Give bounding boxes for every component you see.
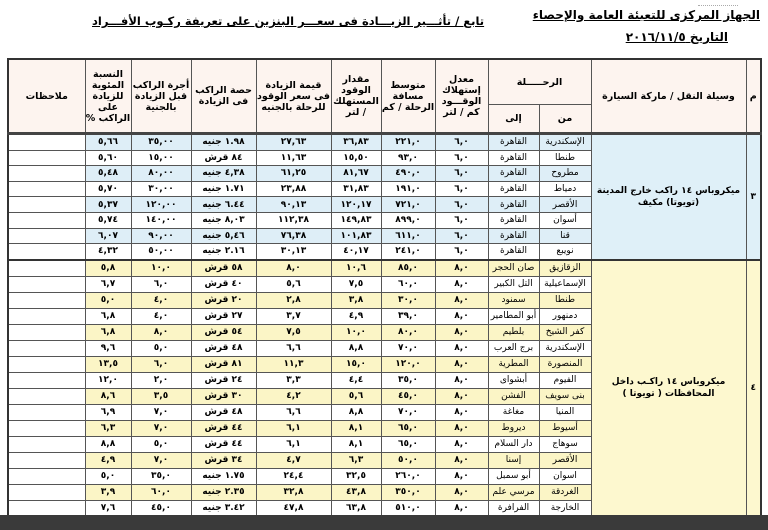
cell-fuel: ٨,١ bbox=[331, 420, 381, 436]
cell-to: الفشن bbox=[488, 388, 539, 404]
cell-increase-value: ٧٦,٣٨ bbox=[256, 228, 331, 244]
cell-from: بنى سويف bbox=[539, 388, 591, 404]
cell-increase-value: ٢٣,٨٨ bbox=[256, 181, 331, 197]
cell-distance: ١٢٠,٠ bbox=[381, 356, 435, 372]
cell-distance: ٣٠,٠ bbox=[381, 292, 435, 308]
cell-from: سوهاج bbox=[539, 436, 591, 452]
cell-from: طنطا bbox=[539, 150, 591, 166]
cell-from: أسوان bbox=[539, 212, 591, 228]
cell-to: القاهرة bbox=[488, 212, 539, 228]
cell-consumption-rate: ٦,٠ bbox=[435, 134, 488, 151]
cell-to: القاهرة bbox=[488, 166, 539, 182]
cell-consumption-rate: ٦,٠ bbox=[435, 166, 488, 182]
cell-fuel: ٣١,٨٣ bbox=[331, 181, 381, 197]
cell-distance: ٢٤١,٠ bbox=[381, 244, 435, 260]
cell-consumption-rate: ٦,٠ bbox=[435, 228, 488, 244]
cell-pct-increase: ٩,٦ bbox=[85, 340, 131, 356]
cell-rider-share: ٣٠ قرش bbox=[191, 388, 256, 404]
cell-increase-value: ٦,٦ bbox=[256, 340, 331, 356]
cell-fuel: ٨١,٦٧ bbox=[331, 166, 381, 182]
cell-to: مرسي علم bbox=[488, 484, 539, 500]
cell-fuel: ١٠,٦ bbox=[331, 260, 381, 277]
cell-increase-value: ٣٢,٨ bbox=[256, 484, 331, 500]
cell-distance: ٨٠,٠ bbox=[381, 324, 435, 340]
cell-distance: ٤٩٠,٠ bbox=[381, 166, 435, 182]
cell-fare-before: ٣,٥ bbox=[131, 388, 191, 404]
cell-pct-increase: ٤,٩ bbox=[85, 452, 131, 468]
cell-from: مطروح bbox=[539, 166, 591, 182]
cell-pct-increase: ٦,٨ bbox=[85, 308, 131, 324]
cell-fare-before: ٥,٠ bbox=[131, 436, 191, 452]
cell-from: المنيا bbox=[539, 404, 591, 420]
col-fuel-amount: مقدار الوقود المستهلك / لتر bbox=[331, 59, 381, 134]
cell-from: الأقصر bbox=[539, 452, 591, 468]
cell-fare-before: ٥,٠ bbox=[131, 340, 191, 356]
cell-fuel: ١٥,٠ bbox=[331, 356, 381, 372]
cell-notes bbox=[8, 134, 85, 151]
col-from: من bbox=[539, 105, 591, 134]
cell-notes bbox=[8, 436, 85, 452]
cell-consumption-rate: ٨,٠ bbox=[435, 372, 488, 388]
cell-increase-value: ٥,٦ bbox=[256, 276, 331, 292]
cell-from: المنصورة bbox=[539, 356, 591, 372]
cell-from: نويبع bbox=[539, 244, 591, 260]
cell-from: الفيوم bbox=[539, 372, 591, 388]
cell-from: دمنهور bbox=[539, 308, 591, 324]
col-avg-distance: متوسط مسافة الرحلة / كم bbox=[381, 59, 435, 134]
cell-from: طنطا bbox=[539, 292, 591, 308]
cell-fare-before: ٧,٠ bbox=[131, 452, 191, 468]
cell-fare-before: ٥٠,٠٠ bbox=[131, 244, 191, 260]
table-header bbox=[8, 59, 761, 134]
cell-increase-value: ٦,١ bbox=[256, 436, 331, 452]
cell-rider-share: ٢.٣٥ جنيه bbox=[191, 484, 256, 500]
cell-fare-before: ٢,٠ bbox=[131, 372, 191, 388]
cell-distance: ٦٥,٠ bbox=[381, 420, 435, 436]
cell-increase-value: ٢٤,٤ bbox=[256, 468, 331, 484]
cell-to: دار السلام bbox=[488, 436, 539, 452]
cell-increase-value: ٦,١ bbox=[256, 420, 331, 436]
cell-consumption-rate: ٨,٠ bbox=[435, 484, 488, 500]
cell-fuel: ٣,٨ bbox=[331, 292, 381, 308]
group-vehicle: ميكروباس ١٤ راكب خارج المدينة (تويوتا) مكيف bbox=[591, 134, 746, 260]
cell-rider-share: ٦.٤٤ جنيه bbox=[191, 197, 256, 213]
cell-from: الأقصر bbox=[539, 197, 591, 213]
cell-pct-increase: ٨,٦ bbox=[85, 388, 131, 404]
cell-fuel: ٨,٨ bbox=[331, 340, 381, 356]
cell-fuel: ٥,٦ bbox=[331, 388, 381, 404]
cell-rider-share: ٤,٣٨ جنيه bbox=[191, 166, 256, 182]
cell-distance: ٢٢١,٠ bbox=[381, 134, 435, 151]
cell-to: الفرافرة bbox=[488, 500, 539, 517]
emblem bbox=[698, 0, 738, 6]
cell-from: كفر الشيخ bbox=[539, 324, 591, 340]
cell-consumption-rate: ٦,٠ bbox=[435, 244, 488, 260]
cell-distance: ١٩١,٠ bbox=[381, 181, 435, 197]
cell-notes bbox=[8, 244, 85, 260]
cell-pct-increase: ٦,٧ bbox=[85, 276, 131, 292]
cell-from: اسوان bbox=[539, 468, 591, 484]
cell-notes bbox=[8, 166, 85, 182]
cell-rider-share: ٢٤ قرش bbox=[191, 372, 256, 388]
cell-consumption-rate: ٨,٠ bbox=[435, 324, 488, 340]
cell-notes bbox=[8, 372, 85, 388]
cell-fare-before: ٣٥,٠٠ bbox=[131, 134, 191, 151]
cell-to: ديروط bbox=[488, 420, 539, 436]
cell-distance: ٧٠,٠ bbox=[381, 404, 435, 420]
col-vehicle: وسيلة النقل / ماركة السيارة bbox=[591, 59, 746, 134]
cell-rider-share: ٤٠ قرش bbox=[191, 276, 256, 292]
cell-fare-before: ٧,٠ bbox=[131, 404, 191, 420]
cell-notes bbox=[8, 324, 85, 340]
cell-increase-value: ٤,٢ bbox=[256, 388, 331, 404]
cell-fuel: ٣٦,٨٣ bbox=[331, 134, 381, 151]
cell-pct-increase: ١٢,٠ bbox=[85, 372, 131, 388]
col-trip: الرحـــــلة bbox=[488, 59, 591, 105]
cell-consumption-rate: ٨,٠ bbox=[435, 436, 488, 452]
cell-consumption-rate: ٨,٠ bbox=[435, 468, 488, 484]
cell-consumption-rate: ٦,٠ bbox=[435, 150, 488, 166]
cell-fuel: ٤,٩ bbox=[331, 308, 381, 324]
cell-notes bbox=[8, 276, 85, 292]
cell-consumption-rate: ٨,٠ bbox=[435, 308, 488, 324]
cell-fuel: ١٠١,٨٣ bbox=[331, 228, 381, 244]
cell-rider-share: ١.٧٥ جنيه bbox=[191, 468, 256, 484]
cell-rider-share: ٤٤ قرش bbox=[191, 436, 256, 452]
col-index: م bbox=[746, 59, 761, 134]
cell-from: الغردقة bbox=[539, 484, 591, 500]
cell-fare-before: ١٤٠,٠٠ bbox=[131, 212, 191, 228]
cell-rider-share: ٤٨ قرش bbox=[191, 340, 256, 356]
cell-to: أبو المطامير bbox=[488, 308, 539, 324]
cell-fuel: ٤٣,٨ bbox=[331, 484, 381, 500]
cell-rider-share: ٣٤ قرش bbox=[191, 452, 256, 468]
cell-pct-increase: ٦,٣ bbox=[85, 420, 131, 436]
cell-distance: ٧٠,٠ bbox=[381, 340, 435, 356]
cell-pct-increase: ٦,٠٧ bbox=[85, 228, 131, 244]
cell-rider-share: ٣.٤٢ جنيه bbox=[191, 500, 256, 517]
col-notes: ملاحظات bbox=[8, 59, 85, 134]
cell-consumption-rate: ٨,٠ bbox=[435, 356, 488, 372]
cell-pct-increase: ٥,٨ bbox=[85, 260, 131, 277]
cell-distance: ٢٦٠,٠ bbox=[381, 468, 435, 484]
cell-pct-increase: ٥,٧٤ bbox=[85, 212, 131, 228]
cell-distance: ٣٥٠,٠ bbox=[381, 484, 435, 500]
cell-to: القاهرة bbox=[488, 181, 539, 197]
cell-from: قنا bbox=[539, 228, 591, 244]
cell-increase-value: ٣٠,١٣ bbox=[256, 244, 331, 260]
cell-to: القاهرة bbox=[488, 197, 539, 213]
cell-rider-share: ٥٤ قرش bbox=[191, 324, 256, 340]
cell-distance: ٣٥,٠ bbox=[381, 372, 435, 388]
cell-to: القاهرة bbox=[488, 150, 539, 166]
cell-fare-before: ١٥,٠٠ bbox=[131, 150, 191, 166]
cell-consumption-rate: ٨,٠ bbox=[435, 404, 488, 420]
cell-to: القاهرة bbox=[488, 244, 539, 260]
report-date: التاريخ ٢٠١٦/١١/٥ bbox=[625, 30, 728, 44]
cell-from: الزقازيق bbox=[539, 260, 591, 277]
cell-rider-share: ٢.١٦ جنيه bbox=[191, 244, 256, 260]
cell-fuel: ٦,٣ bbox=[331, 452, 381, 468]
cell-rider-share: ٥٨ قرش bbox=[191, 260, 256, 277]
cell-fuel: ٨,١ bbox=[331, 436, 381, 452]
cell-fuel: ٧,٥ bbox=[331, 276, 381, 292]
cell-pct-increase: ٥,٤٨ bbox=[85, 166, 131, 182]
cell-to: أبشواى bbox=[488, 372, 539, 388]
cell-consumption-rate: ٦,٠ bbox=[435, 181, 488, 197]
cell-increase-value: ٦,٦ bbox=[256, 404, 331, 420]
cell-notes bbox=[8, 356, 85, 372]
cell-increase-value: ٤,٧ bbox=[256, 452, 331, 468]
cell-fuel: ٣٢,٥ bbox=[331, 468, 381, 484]
cell-fare-before: ٤,٠ bbox=[131, 308, 191, 324]
table-row bbox=[8, 260, 761, 277]
cell-consumption-rate: ٨,٠ bbox=[435, 388, 488, 404]
cell-fare-before: ٩٠,٠٠ bbox=[131, 228, 191, 244]
cell-pct-increase: ٤,٣٢ bbox=[85, 244, 131, 260]
cell-pct-increase: ٦,٩ bbox=[85, 404, 131, 420]
fare-increase-table bbox=[7, 58, 762, 518]
cell-fare-before: ٨,٠ bbox=[131, 324, 191, 340]
cell-fuel: ٤٠,١٧ bbox=[331, 244, 381, 260]
cell-notes bbox=[8, 452, 85, 468]
cell-distance: ٦٠,٠ bbox=[381, 276, 435, 292]
cell-distance: ٧٢١,٠ bbox=[381, 197, 435, 213]
cell-notes bbox=[8, 420, 85, 436]
cell-consumption-rate: ٨,٠ bbox=[435, 276, 488, 292]
group-microbus-intercity bbox=[8, 134, 761, 260]
cell-consumption-rate: ٨,٠ bbox=[435, 292, 488, 308]
cell-rider-share: ١.٩٨ جنيه bbox=[191, 134, 256, 151]
cell-consumption-rate: ٨,٠ bbox=[435, 500, 488, 517]
cell-to: القاهرة bbox=[488, 134, 539, 151]
cell-rider-share: ٢٠ قرش bbox=[191, 292, 256, 308]
group-index: ٣ bbox=[746, 134, 761, 260]
cell-notes bbox=[8, 212, 85, 228]
cell-consumption-rate: ٦,٠ bbox=[435, 212, 488, 228]
cell-distance: ٥٠,٠ bbox=[381, 452, 435, 468]
cell-fare-before: ١٢٠,٠٠ bbox=[131, 197, 191, 213]
cell-fuel: ١٥,٥٠ bbox=[331, 150, 381, 166]
cell-pct-increase: ٥,٧٠ bbox=[85, 181, 131, 197]
cell-pct-increase: ٣,٩ bbox=[85, 484, 131, 500]
cell-from: الإسكندرية bbox=[539, 340, 591, 356]
cell-distance: ٨٥,٠ bbox=[381, 260, 435, 277]
cell-notes bbox=[8, 150, 85, 166]
cell-notes bbox=[8, 308, 85, 324]
cell-from: الخارجة bbox=[539, 500, 591, 517]
cell-distance: ٤٥,٠ bbox=[381, 388, 435, 404]
cell-consumption-rate: ٨,٠ bbox=[435, 340, 488, 356]
cell-rider-share: ٨,٠٣ جنيه bbox=[191, 212, 256, 228]
cell-consumption-rate: ٦,٠ bbox=[435, 197, 488, 213]
cell-pct-increase: ٥,٦٠ bbox=[85, 150, 131, 166]
table-row bbox=[8, 134, 761, 151]
cell-rider-share: ٥,٤٦ جنيه bbox=[191, 228, 256, 244]
cell-increase-value: ٧,٥ bbox=[256, 324, 331, 340]
cell-to: القاهرة bbox=[488, 228, 539, 244]
group-microbus-governorates bbox=[8, 260, 761, 517]
cell-increase-value: ١١٢,٣٨ bbox=[256, 212, 331, 228]
col-consumption-rate: معدل إستهلاك الوقـــود كم / لتر bbox=[435, 59, 488, 134]
cell-from: الإسكندرية bbox=[539, 134, 591, 151]
cell-increase-value: ٦١,٢٥ bbox=[256, 166, 331, 182]
cell-fare-before: ٣٥,٠ bbox=[131, 468, 191, 484]
cell-consumption-rate: ٨,٠ bbox=[435, 452, 488, 468]
cell-to: المطرية bbox=[488, 356, 539, 372]
cell-notes bbox=[8, 228, 85, 244]
cell-increase-value: ١١,٣ bbox=[256, 356, 331, 372]
cell-fare-before: ٦٠,٠ bbox=[131, 484, 191, 500]
cell-from: دمياط bbox=[539, 181, 591, 197]
cell-fuel: ١٤٩,٨٣ bbox=[331, 212, 381, 228]
cell-pct-increase: ٥,٠ bbox=[85, 468, 131, 484]
window-bottom-edge bbox=[0, 515, 768, 530]
page-title: تابع / تأثـــير الزيـــادة فى سعـــر البنزين على تعريفة ركـوب الأفـــراد bbox=[92, 14, 485, 28]
cell-increase-value: ٤٧,٨ bbox=[256, 500, 331, 517]
cell-fare-before: ٣٠,٠٠ bbox=[131, 181, 191, 197]
cell-rider-share: ٨١ قرش bbox=[191, 356, 256, 372]
cell-rider-share: ١.٧١ جنيه bbox=[191, 181, 256, 197]
cell-pct-increase: ٨,٨ bbox=[85, 436, 131, 452]
cell-to: سمنود bbox=[488, 292, 539, 308]
cell-to: صان الحجر bbox=[488, 260, 539, 277]
cell-fuel: ١٠,٠ bbox=[331, 324, 381, 340]
cell-notes bbox=[8, 404, 85, 420]
cell-fare-before: ١٠,٠ bbox=[131, 260, 191, 277]
col-rider-share: حصة الراكب فى الزيادة bbox=[191, 59, 256, 134]
cell-to: بلطيم bbox=[488, 324, 539, 340]
cell-notes bbox=[8, 181, 85, 197]
cell-notes bbox=[8, 292, 85, 308]
cell-to: برج العرب bbox=[488, 340, 539, 356]
cell-fare-before: ٦,٠ bbox=[131, 276, 191, 292]
cell-increase-value: ٣,٧ bbox=[256, 308, 331, 324]
cell-increase-value: ٢٧,٦٣ bbox=[256, 134, 331, 151]
cell-to: مغاغة bbox=[488, 404, 539, 420]
cell-distance: ٨٩٩,٠ bbox=[381, 212, 435, 228]
cell-distance: ٣٩,٠ bbox=[381, 308, 435, 324]
cell-notes bbox=[8, 468, 85, 484]
cell-fuel: ٤,٤ bbox=[331, 372, 381, 388]
cell-rider-share: ٨٤ قرش bbox=[191, 150, 256, 166]
cell-notes bbox=[8, 340, 85, 356]
col-to: إلى bbox=[488, 105, 539, 134]
cell-fuel: ٦٣,٨ bbox=[331, 500, 381, 517]
cell-distance: ٦٥,٠ bbox=[381, 436, 435, 452]
cell-notes bbox=[8, 484, 85, 500]
cell-increase-value: ٩٠,١٣ bbox=[256, 197, 331, 213]
cell-fare-before: ٦,٠ bbox=[131, 356, 191, 372]
cell-pct-increase: ٥,٦٦ bbox=[85, 134, 131, 151]
cell-fare-before: ٤,٠ bbox=[131, 292, 191, 308]
cell-notes bbox=[8, 388, 85, 404]
cell-increase-value: ٣,٣ bbox=[256, 372, 331, 388]
cell-fuel: ٨,٨ bbox=[331, 404, 381, 420]
cell-fuel: ١٢٠,١٧ bbox=[331, 197, 381, 213]
cell-fare-before: ٧,٠ bbox=[131, 420, 191, 436]
cell-to: إسنا bbox=[488, 452, 539, 468]
cell-distance: ٩٣,٠ bbox=[381, 150, 435, 166]
cell-rider-share: ٤٨ قرش bbox=[191, 404, 256, 420]
cell-consumption-rate: ٨,٠ bbox=[435, 420, 488, 436]
cell-notes bbox=[8, 197, 85, 213]
cell-fare-before: ٨٠,٠٠ bbox=[131, 166, 191, 182]
organization-name: الجهاز المركزى للتعبئة العامة والإحصاء bbox=[532, 8, 760, 22]
cell-pct-increase: ٥,٣٧ bbox=[85, 197, 131, 213]
cell-to: أبو سمبل bbox=[488, 468, 539, 484]
cell-pct-increase: ١٣,٥ bbox=[85, 356, 131, 372]
cell-increase-value: ٢,٨ bbox=[256, 292, 331, 308]
cell-to: التل الكبير bbox=[488, 276, 539, 292]
col-fare-before: أجرة الراكب قبل الزيادة بالجنية bbox=[131, 59, 191, 134]
cell-increase-value: ٨,٠ bbox=[256, 260, 331, 277]
cell-pct-increase: ٧,٦ bbox=[85, 500, 131, 517]
cell-distance: ٦١١,٠ bbox=[381, 228, 435, 244]
group-vehicle: ميكروباس ١٤ راكـب داخل المحافظات ( تويوتا ) bbox=[591, 260, 746, 517]
col-pct-increase: النسبة المئوية للزيادة على الراكب % bbox=[85, 59, 131, 134]
cell-fare-before: ٤٥,٠ bbox=[131, 500, 191, 517]
cell-from: أسيوط bbox=[539, 420, 591, 436]
cell-consumption-rate: ٨,٠ bbox=[435, 260, 488, 277]
cell-from: الإسماعيلية bbox=[539, 276, 591, 292]
cell-notes bbox=[8, 260, 85, 277]
cell-rider-share: ٢٧ قرش bbox=[191, 308, 256, 324]
col-increase-value: قيمة الزيادة فى سعر الوقود للرحلة بالجنيه bbox=[256, 59, 331, 134]
cell-rider-share: ٤٤ قرش bbox=[191, 420, 256, 436]
cell-distance: ٥١٠,٠ bbox=[381, 500, 435, 517]
cell-pct-increase: ٥,٠ bbox=[85, 292, 131, 308]
cell-increase-value: ١١,٦٣ bbox=[256, 150, 331, 166]
group-index: ٤ bbox=[746, 260, 761, 517]
cell-pct-increase: ٦,٨ bbox=[85, 324, 131, 340]
